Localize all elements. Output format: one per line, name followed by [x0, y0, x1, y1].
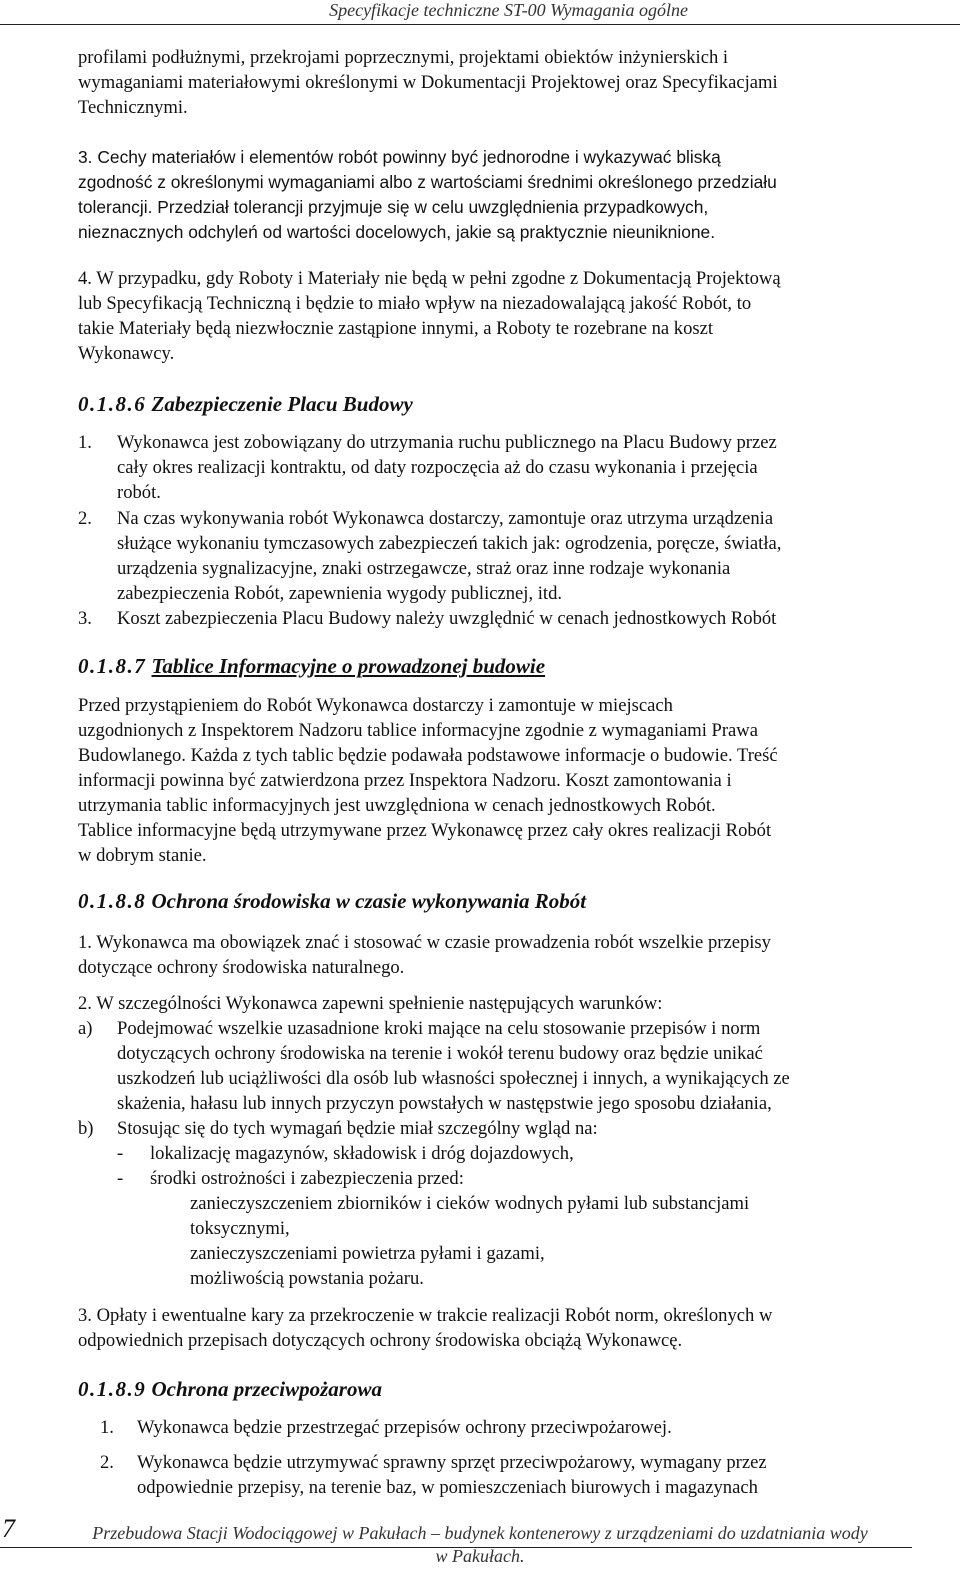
paragraph-line: tolerancji. Przedział tolerancji przyjmuje się w celu uwzględnienia przypadkowych,	[78, 197, 709, 217]
paragraph-line: odpowiednich przepisach dotyczących ochrony środowiska obciążą Wykonawcę.	[78, 1330, 683, 1351]
list-item-line: Wykonawca będzie utrzymywać sprawny sprzęt przeciwpożarowy, wymagany przez	[137, 1452, 767, 1473]
list-number: 3.	[78, 608, 92, 629]
paragraph-line: lub Specyfikacją Techniczną i będzie to miało wpływ na niezadowalającą jakość Robót, to	[78, 293, 752, 314]
list-item-line: skażenia, hałasu lub innych przyczyn powstałych w następstwie jego sposobu działania,	[117, 1093, 772, 1114]
list-item-line: Na czas wykonywania robót Wykonawca dostarczy, zamontuje oraz utrzyma urządzenia	[117, 508, 774, 529]
list-item-line: Stosując się do tych wymagań będzie miał szczególny wgląd na:	[117, 1118, 598, 1139]
dash-item: środki ostrożności i zabezpieczenia przed:	[150, 1168, 464, 1189]
page-number: 7	[2, 1514, 15, 1543]
list-item-line: uszkodzeń lub uciążliwości dla osób lub własności społecznej i innych, a wynikających ze	[117, 1068, 790, 1089]
list-letter: b)	[78, 1118, 94, 1139]
paragraph-line: zgodność z określonymi wymaganiami albo z wartościami średnimi określonego przedziału	[78, 172, 777, 192]
paragraph-line: Budowlanego. Każda z tych tablic będzie podawała podstawowe informacje o budowie. Treść	[78, 745, 778, 766]
list-item-line: urządzenia sygnalizacyjne, znaki ostrzegawcze, straż oraz inne rodzaje wykonania	[117, 558, 731, 579]
list-item-line: Podejmować wszelkie uzasadnione kroki mające na celu stosowanie przepisów i norm	[117, 1018, 761, 1039]
paragraph-line: Tablice informacyjne będą utrzymywane przez Wykonawcę przez cały okres realizacji Robót	[78, 820, 772, 841]
paragraph-line: 3. Cechy materiałów i elementów robót powinny być jednorodne i wykazywać bliską	[78, 147, 721, 167]
footer-text: Przebudowa Stacji Wodociągowej w Pakułach – budynek kontenerowy z urządzeniami do uzdatniania wody	[92, 1523, 868, 1543]
list-number: 2.	[78, 508, 92, 529]
list-item-line: Koszt zabezpieczenia Placu Budowy należy uwzględnić w cenach jednostkowych Robót	[117, 608, 777, 629]
list-letter: a)	[78, 1018, 93, 1039]
list-item-line: dotyczących ochrony środowiska na terenie i wokół terenu budowy oraz będzie unikać	[117, 1043, 763, 1064]
list-item-line: robót.	[117, 482, 161, 503]
header-title: Specyfikacje techniczne ST-00 Wymagania ogólne	[329, 0, 688, 20]
list-number: 1.	[78, 432, 92, 453]
section-heading: 0.1.8.9 Ochrona przeciwpożarowa	[78, 1377, 382, 1401]
list-item-line: zabezpieczenia Robót, zapewnienia wygody publicznej, itd.	[117, 583, 563, 604]
intro-line: profilami podłużnymi, przekrojami poprzecznymi, projektami obiektów inżynierskich i	[78, 47, 729, 68]
sub-item: zanieczyszczeniem zbiorników i cieków wodnych pyłami lub substancjami	[190, 1193, 750, 1214]
paragraph-line: dotyczące ochrony środowiska naturalnego.	[78, 957, 405, 978]
footer-text: w Pakułach.	[435, 1546, 525, 1566]
list-item-line: Wykonawca będzie przestrzegać przepisów ochrony przeciwpożarowej.	[137, 1417, 672, 1438]
dash-item: lokalizację magazynów, składowisk i dróg dojazdowych,	[150, 1143, 574, 1164]
paragraph-line: 2. W szczególności Wykonawca zapewni spełnienie następujących warunków:	[78, 993, 663, 1014]
sub-item: toksycznymi,	[190, 1218, 290, 1239]
sub-item: możliwością powstania pożaru.	[190, 1268, 424, 1289]
paragraph-line: takie Materiały będą niezwłocznie zastąpione innymi, a Roboty te rozebrane na koszt	[78, 318, 714, 339]
list-item-line: odpowiednie przepisy, na terenie baz, w pomieszczeniach biurowych i magazynach	[137, 1477, 758, 1498]
list-number: 2.	[100, 1452, 114, 1473]
section-heading: 0.1.8.8 Ochrona środowiska w czasie wykonywania Robót	[78, 889, 587, 913]
dash-bullet: -	[117, 1168, 124, 1189]
paragraph-line: uzgodnionych z Inspektorem Nadzoru tablice informacyjne zgodnie z wymaganiami Prawa	[78, 720, 758, 741]
dash-bullet: -	[117, 1143, 124, 1164]
page-header	[0, 0, 960, 25]
paragraph-line: Przed przystąpieniem do Robót Wykonawca dostarczy i zamontuje w miejscach	[78, 695, 673, 716]
paragraph-line: informacji powinna być zatwierdzona przez Inspektora Nadzoru. Koszt zamontowania i	[78, 770, 732, 791]
intro-line: wymaganiami materiałowymi określonymi w Dokumentacji Projektowej oraz Specyfikacjami	[78, 72, 778, 93]
paragraph-line: utrzymania tablic informacyjnych jest uwzględniona w cenach jednostkowych Robót.	[78, 795, 716, 816]
list-item-line: cały okres realizacji kontraktu, od daty rozpoczęcia aż do czasu wykonania i przejęcia	[117, 457, 758, 478]
paragraph-line: w dobrym stanie.	[78, 845, 207, 866]
intro-line: Technicznymi.	[78, 97, 188, 118]
paragraph-line: 4. W przypadku, gdy Roboty i Materiały nie będą w pełni zgodne z Dokumentacją Projektową	[78, 268, 781, 289]
sub-item: zanieczyszczeniami powietrza pyłami i gazami,	[190, 1243, 545, 1264]
paragraph-line: 3. Opłaty i ewentualne kary za przekroczenie w trakcie realizacji Robót norm, określonych w	[78, 1305, 773, 1326]
paragraph-line: Wykonawcy.	[78, 343, 175, 364]
list-number: 1.	[100, 1417, 114, 1438]
paragraph-line: 1. Wykonawca ma obowiązek znać i stosować w czasie prowadzenia robót wszelkie przepisy	[78, 932, 771, 953]
section-heading: 0.1.8.7 Tablice Informacyjne o prowadzonej budowie	[78, 654, 546, 678]
list-item-line: służące wykonaniu tymczasowych zabezpieczeń takich jak: ogrodzenia, poręcze, światła,	[117, 533, 782, 554]
list-item-line: Wykonawca jest zobowiązany do utrzymania ruchu publicznego na Placu Budowy przez	[117, 432, 777, 453]
section-heading: 0.1.8.6 Zabezpieczenie Placu Budowy	[78, 392, 413, 416]
paragraph-line: nieznacznych odchyleń od wartości docelowych, jakie są praktycznie nieuniknione.	[78, 222, 716, 242]
